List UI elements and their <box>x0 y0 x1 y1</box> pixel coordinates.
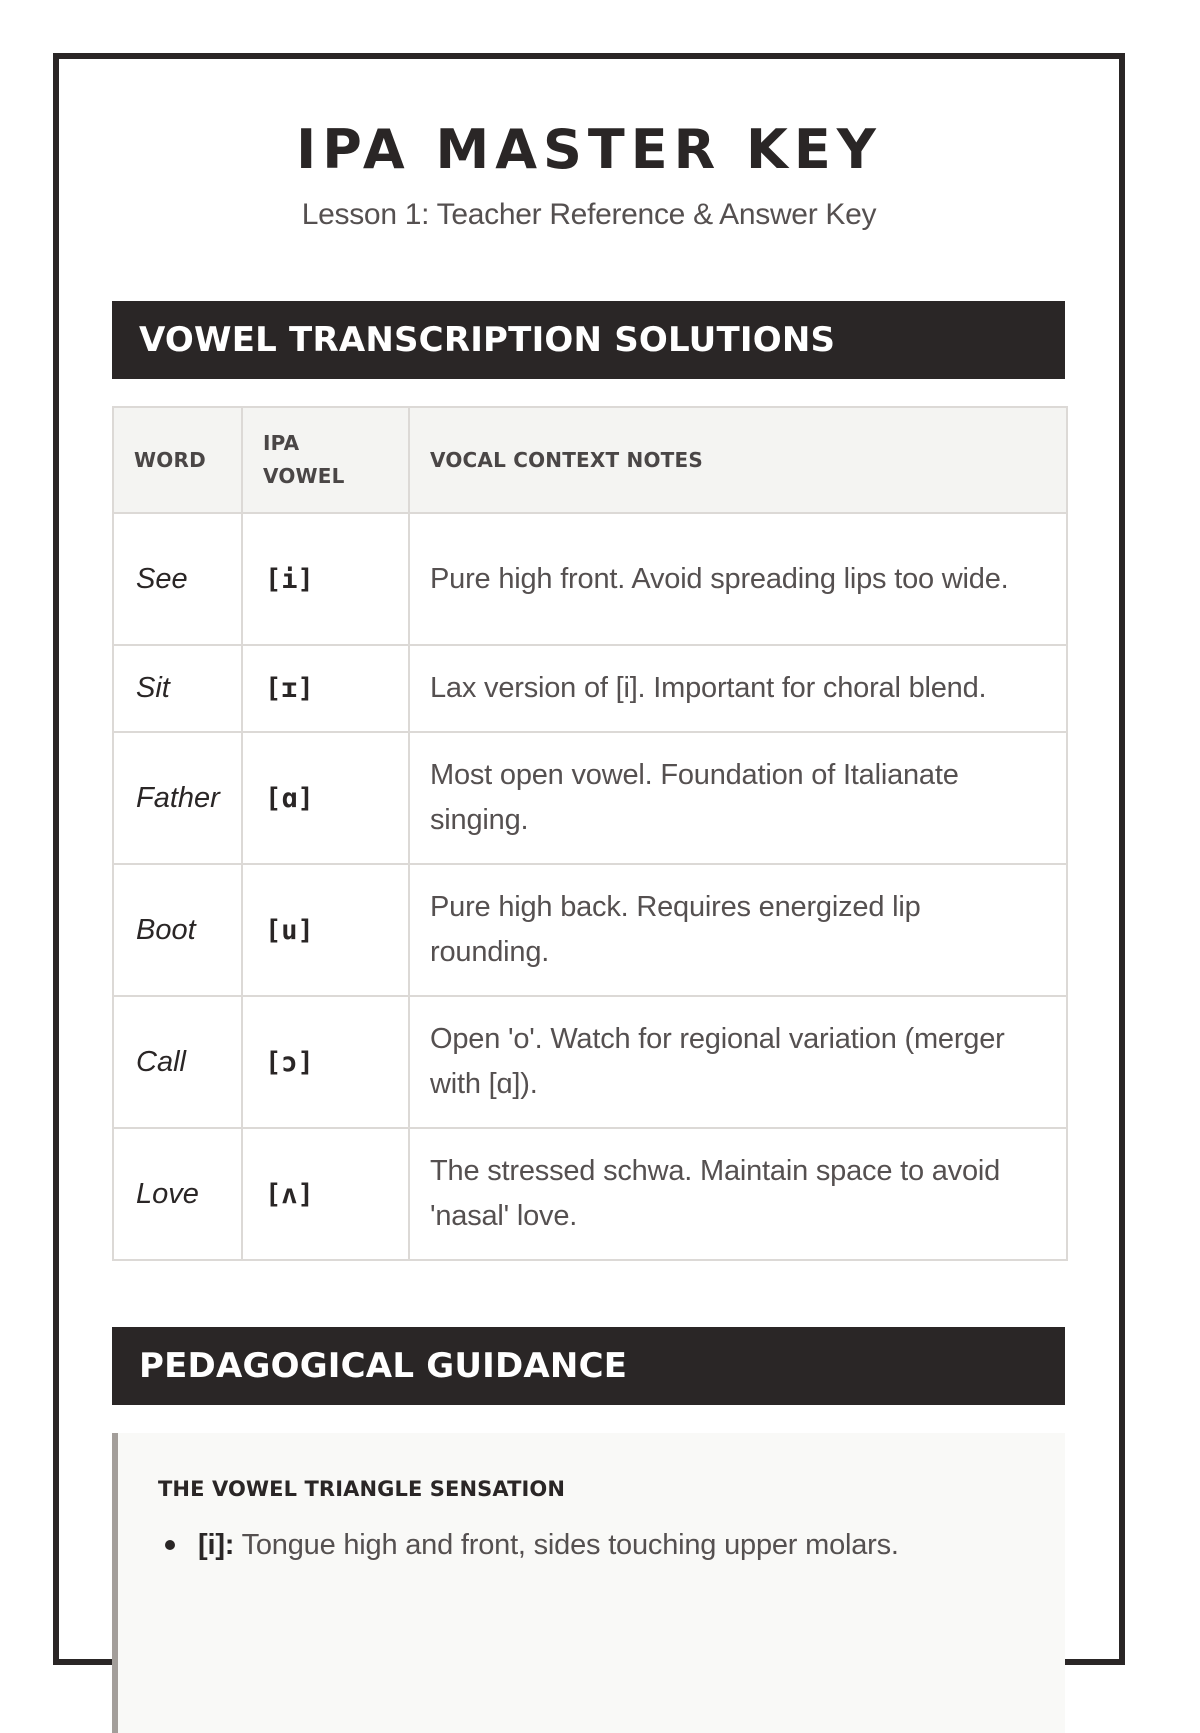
table-row <box>113 645 1067 732</box>
table-row <box>113 513 1067 645</box>
section-heading-vowel-solutions: VOWEL TRANSCRIPTION SOLUTIONS <box>112 301 1065 379</box>
list-item-text: Tongue high and front, sides touching upper molars. <box>234 1529 899 1561</box>
list-item <box>198 1525 1065 1565</box>
page-subtitle: Lesson 1: Teacher Reference & Answer Key <box>301 198 877 231</box>
cell-notes: Most open vowel. Foundation of Italianate singing. <box>409 732 1067 864</box>
cell-word: Father <box>113 732 242 864</box>
table-row <box>113 996 1067 1128</box>
page-title: IPA MASTER KEY <box>296 118 882 181</box>
cell-word: See <box>113 513 242 645</box>
guidance-list <box>158 1525 1065 1565</box>
list-item-term: [i]: <box>198 1529 235 1561</box>
cell-notes: The stressed schwa. Maintain space to avoid 'nasal' love. <box>409 1128 1067 1260</box>
cell-notes: Pure high back. Requires energized lip rounding. <box>409 864 1067 996</box>
cell-word: Love <box>113 1128 242 1260</box>
document-page <box>53 53 1125 1665</box>
cell-word: Call <box>113 996 242 1128</box>
column-header-ipa-line-1: IPA <box>263 431 300 455</box>
table-row <box>113 864 1067 996</box>
table-header-row <box>113 407 1067 513</box>
cell-word: Boot <box>113 864 242 996</box>
cell-ipa: [u] <box>242 864 409 996</box>
cell-notes: Lax version of [i]. Important for choral blend. <box>409 645 1067 732</box>
bullet-icon <box>165 1540 175 1550</box>
column-header-ipa-vowel <box>242 407 409 513</box>
cell-ipa: [ʌ] <box>242 1128 409 1260</box>
vowel-triangle-callout <box>112 1433 1065 1733</box>
cell-word: Sit <box>113 645 242 732</box>
cell-ipa: [i] <box>242 513 409 645</box>
cell-ipa: [ɔ] <box>242 996 409 1128</box>
cell-ipa: [ɪ] <box>242 645 409 732</box>
cell-notes: Open 'o'. Watch for regional variation (merger with [ɑ]). <box>409 996 1067 1128</box>
table-row <box>113 732 1067 864</box>
cell-notes: Pure high front. Avoid spreading lips too wide. <box>409 513 1067 645</box>
section-heading-pedagogical-guidance: PEDAGOGICAL GUIDANCE <box>112 1327 1065 1405</box>
column-header-vocal-context-notes: VOCAL CONTEXT NOTES <box>409 407 1067 513</box>
callout-title: THE VOWEL TRIANGLE SENSATION <box>158 1477 566 1501</box>
cell-ipa: [ɑ] <box>242 732 409 864</box>
column-header-ipa-line-2: VOWEL <box>263 464 345 488</box>
vowel-transcription-table <box>112 406 1068 1261</box>
column-header-word: WORD <box>113 407 242 513</box>
table-row <box>113 1128 1067 1260</box>
